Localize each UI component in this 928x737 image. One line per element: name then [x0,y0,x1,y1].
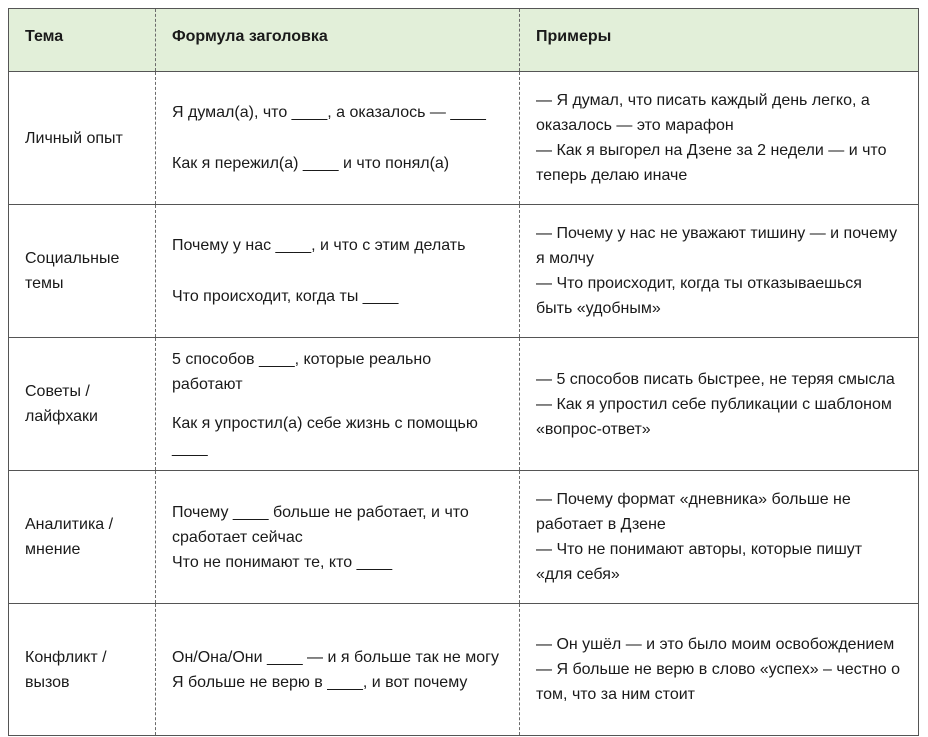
formula-text: Почему ____ больше не работает, и что сработает сейчас [172,503,469,546]
formula-text: Я думал(а), что ____, а оказалось — ____ [172,104,486,121]
topic-cell [9,72,156,205]
example-text: — Почему формат «дневника» больше не работает в Дзене [536,491,851,533]
topic-label: Конфликт / вызов [25,648,107,691]
table-row [9,205,919,338]
formula-cell [156,604,520,736]
topic-cell [9,205,156,338]
topic-cell [9,338,156,471]
example-text: — Как я выгорел на Дзене за 2 недели — и что теперь делаю иначе [536,142,887,184]
topic-cell [9,604,156,736]
example-text: — Что происходит, когда ты отказываешься быть «удобным» [536,275,862,317]
header-topic: Тема [9,9,156,72]
formula-cell [156,205,520,338]
formula-text: Что не понимают те, кто ____ [172,553,393,571]
examples-cell [520,72,919,205]
topic-label: Личный опыт [25,129,123,147]
example-text: — Почему у нас не уважают тишину — и почему я молчу [536,225,898,267]
formula-cell [156,471,520,604]
formula-text: Как я упростил(а) себе жизнь с помощью ____ [172,415,478,457]
topic-label: Социальные темы [25,250,120,292]
formula-cell [156,72,520,205]
formula-cell [156,338,520,471]
example-text: — Он ушёл — и это было моим освобождением [536,636,895,653]
formula-text: Почему у нас ____, и что с этим делать [172,237,466,254]
table-row [9,338,919,471]
example-text: — Что не понимают авторы, которые пишут «для себя» [536,541,863,583]
header-formula: Формула заголовка [156,9,520,72]
examples-cell [520,471,919,604]
examples-cell [520,338,919,471]
table-row [9,72,919,205]
headline-formulas-table [8,8,919,736]
topic-cell [9,471,156,604]
topic-label: Советы / лайфхаки [25,383,98,425]
formula-text: Он/Она/Они ____ — и я больше так не могу [172,648,499,666]
example-text: — Я больше не верю в слово «успех» – честно о том, что за ним стоит [536,661,901,703]
header-row [9,9,919,72]
formula-text: Как я пережил(а) ____ и что понял(а) [172,155,450,172]
topic-label: Аналитика / мнение [25,516,114,558]
table-row [9,471,919,604]
example-text: — Как я упростил себе публикации с шаблоном «вопрос-ответ» [536,395,892,438]
examples-cell [520,604,919,736]
formula-text: 5 способов ____, которые реально работают [172,351,432,393]
formula-text: Я больше не верю в ____, и вот почему [172,673,468,691]
header-examples: Примеры [520,9,919,72]
example-text: — 5 способов писать быстрее, не теряя смысла [536,370,895,388]
formula-text: Что происходит, когда ты ____ [172,288,399,305]
example-text: — Я думал, что писать каждый день легко, а оказалось — это марафон [536,92,870,134]
table-row [9,604,919,736]
examples-cell [520,205,919,338]
